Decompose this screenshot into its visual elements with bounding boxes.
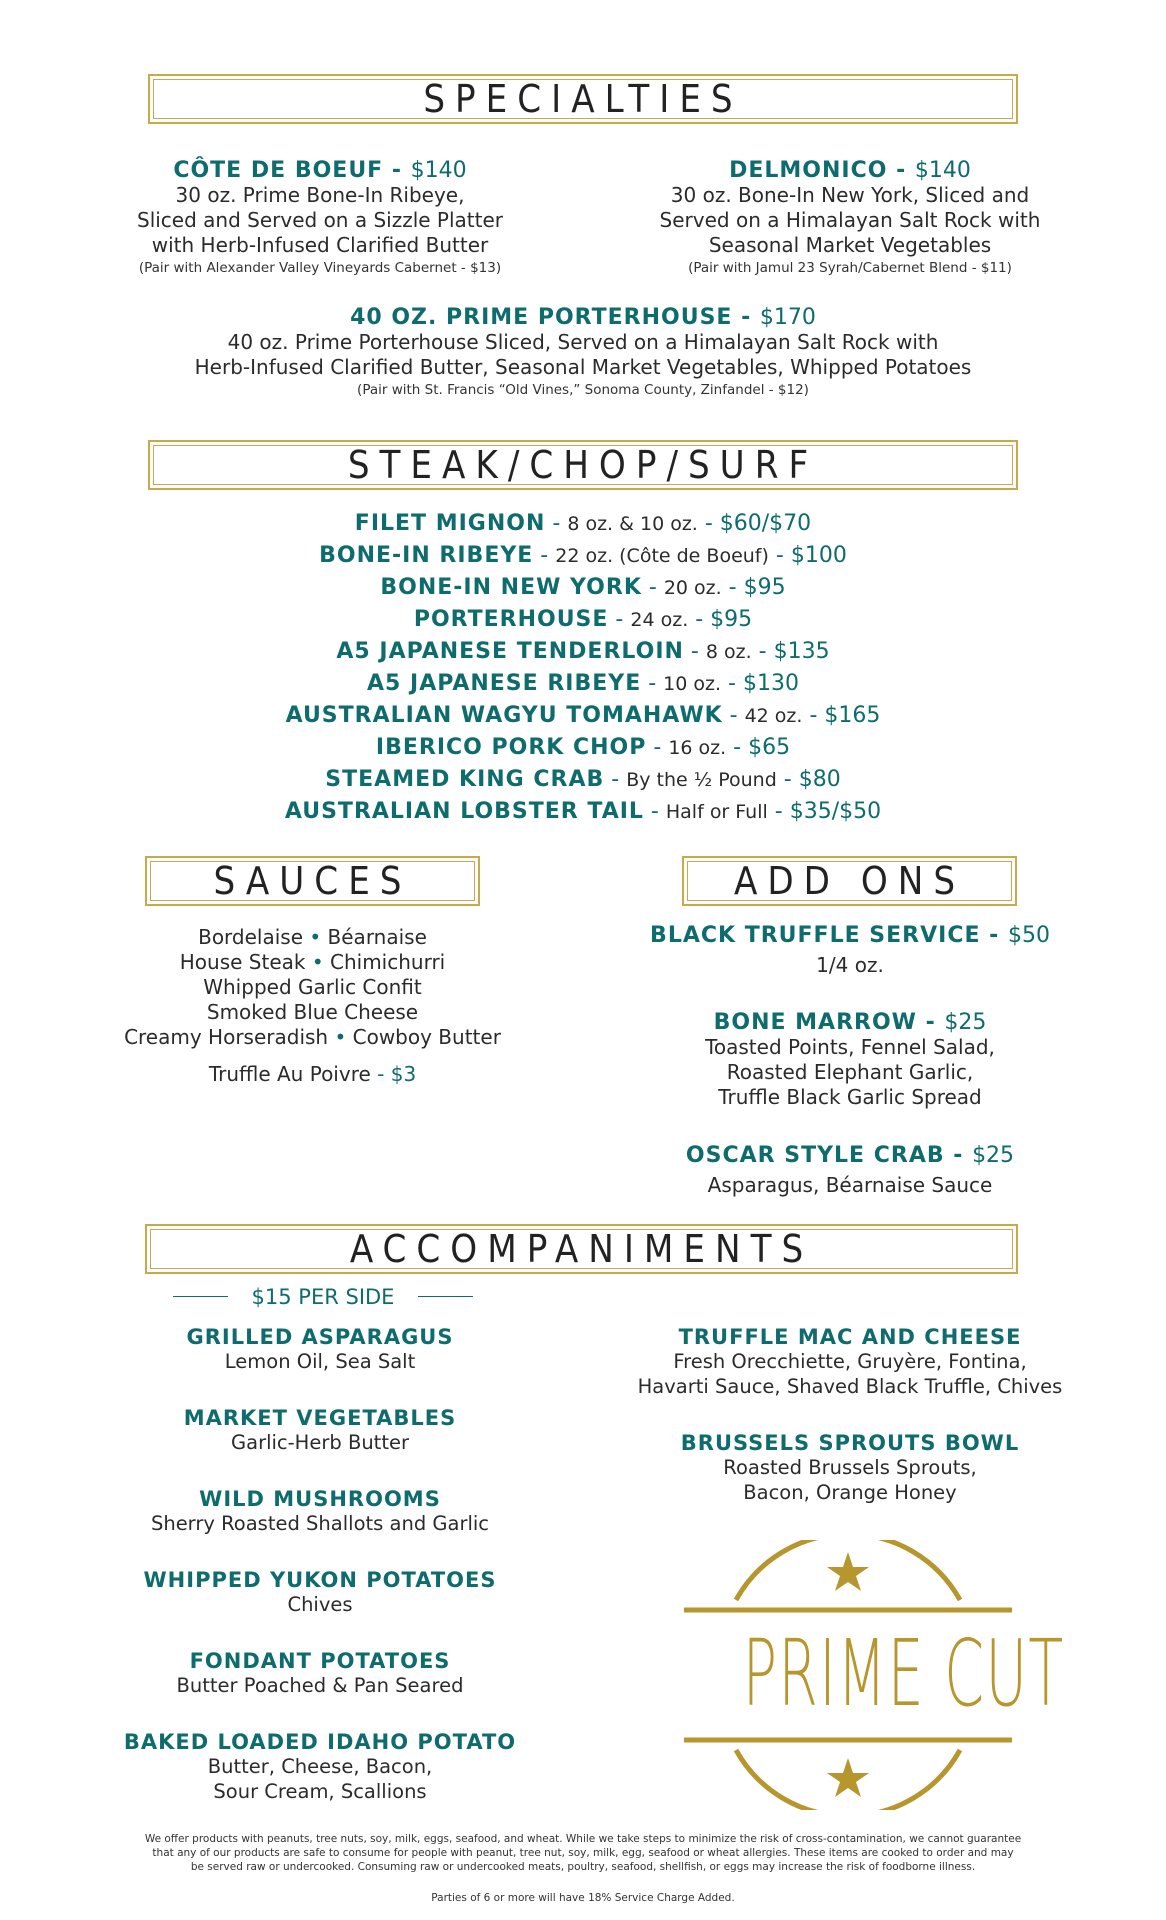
specialty-name: 40 OZ. PRIME PORTERHOUSE: [350, 305, 733, 330]
sauces-header: SAUCES: [213, 859, 412, 903]
specialty-price: $140: [410, 158, 467, 183]
side-market-vegetables: MARKET VEGETABLES Garlic-Herb Butter: [183, 1406, 457, 1454]
specialty-desc: 40 oz. Prime Porterhouse Sliced, Served on a Himalayan Salt Rock with Herb-Infused Clarified Butter, Seasonal Market Vegetables, Whipped Potatoes: [194, 330, 972, 379]
steak-item: IBERICO PORK CHOP - 16 oz. - $65: [375, 735, 791, 760]
specialty-pairing: (Pair with St. Francis “Old Vines,” Sonoma County, Zinfandel - $12): [357, 382, 809, 398]
steak-header: STEAK/CHOP/SURF: [347, 443, 819, 487]
sauce-line: Smoked Blue Cheese: [206, 1000, 419, 1024]
addon-bone-marrow: BONE MARROW - $25 Toasted Points, Fennel Salad, Roasted Elephant Garlic, Truffle Black Garlic Spread: [705, 1010, 995, 1109]
sauce-line: Whipped Garlic Confit: [203, 975, 422, 999]
steak-list: [83, 508, 1083, 828]
steak-item: FILET MIGNON - 8 oz. & 10 oz. - $60/$70: [354, 511, 812, 536]
specialty-name: DELMONICO: [729, 158, 888, 183]
star-icon: [827, 1552, 869, 1591]
sauce-line: Creamy Horseradish • Cowboy Butter: [124, 1025, 501, 1049]
specialty-porterhouse: 40 OZ. PRIME PORTERHOUSE - $170 40 oz. Prime Porterhouse Sliced, Served on a Himalayan Salt Rock with Herb-Infused Clarified Butter, Seasonal Market Vegetables, Whipped Potatoes (Pair with St. Francis “Old Vines,” Sonoma County, Zinfandel - $12): [83, 305, 1083, 398]
addons-header: ADD ONS: [733, 859, 966, 903]
addon-truffle: BLACK TRUFFLE SERVICE - $50 1/4 oz.: [650, 923, 1050, 977]
steak-item: A5 JAPANESE RIBEYE - 10 oz. - $130: [367, 671, 799, 696]
steak-item: STEAMED KING CRAB - By the ½ Pound - $80: [325, 767, 841, 792]
sauces-header-frame: [145, 856, 480, 906]
side-baked-idaho: BAKED LOADED IDAHO POTATO Butter, Cheese, Bacon, Sour Cream, Scallions: [123, 1730, 517, 1803]
addons-header-frame: [682, 856, 1017, 906]
specialty-desc: 30 oz. Bone-In New York, Sliced and Served on a Himalayan Salt Rock with Seasonal Market Vegetables: [659, 183, 1041, 257]
side-fondant-potatoes: FONDANT POTATOES Butter Poached & Pan Seared: [176, 1649, 464, 1697]
specialties-header-frame: [148, 74, 1018, 124]
specialties-header: SPECIALTIES: [423, 77, 743, 121]
sauce-line: House Steak • Chimichurri: [179, 950, 446, 974]
side-brussels-sprouts: BRUSSELS SPROUTS BOWL Roasted Brussels Sprouts, Bacon, Orange Honey: [680, 1431, 1020, 1504]
steak-header-frame: [148, 440, 1018, 490]
steak-item: AUSTRALIAN LOBSTER TAIL - Half or Full - $35/$50: [284, 799, 882, 824]
specialty-price: $140: [914, 158, 971, 183]
steak-item: BONE-IN NEW YORK - 20 oz. - $95: [380, 575, 786, 600]
allergy-disclaimer: We offer products with peanuts, tree nuts, soy, milk, eggs, seafood, and wheat. While we take steps to minimize the risk of cross-contamination, we cannot guarantee that any of our products are safe to consume for people with peanut, tree nut, soy, milk, egg, seafood or wheat allergies. These items are cooked to order and may be served raw or undercooked. Consuming raw or undercooked meats, poultry, seafood, shellfish, or eggs may increase the risk of foodborne illness.: [144, 1833, 1022, 1873]
prime-cut-logo: [678, 1540, 1065, 1810]
specialty-delmonico: DELMONICO - $140 30 oz. Bone-In New York, Sliced and Served on a Himalayan Salt Rock with Seasonal Market Vegetables (Pair with Jamul 23 Syrah/Cabernet Blend - $11): [620, 158, 1080, 276]
steak-item: BONE-IN RIBEYE - 22 oz. (Côte de Boeuf) - $100: [319, 543, 847, 568]
steak-item: AUSTRALIAN WAGYU TOMAHAWK - 42 oz. - $165: [285, 703, 881, 728]
star-icon: [827, 1758, 869, 1797]
specialty-pairing: (Pair with Jamul 23 Syrah/Cabernet Blend - $11): [688, 260, 1012, 276]
sauces-list: [90, 925, 535, 1087]
side-truffle-mac: TRUFFLE MAC AND CHEESE Fresh Orecchiette, Gruyère, Fontina, Havarti Sauce, Shaved Black Truffle, Chives: [637, 1325, 1063, 1398]
sauce-line: Bordelaise • Béarnaise: [198, 925, 427, 949]
side-grilled-asparagus: GRILLED ASPARAGUS Lemon Oil, Sea Salt: [186, 1325, 454, 1373]
specialty-price: $170: [759, 305, 816, 330]
sauce-extra: Truffle Au Poivre - $3: [208, 1062, 417, 1086]
service-charge-note: Parties of 6 or more will have 18% Service Charge Added.: [431, 1892, 735, 1904]
side-wild-mushrooms: WILD MUSHROOMS Sherry Roasted Shallots and Garlic: [150, 1487, 490, 1535]
side-whipped-yukon: WHIPPED YUKON POTATOES Chives: [143, 1568, 497, 1616]
accompaniments-header: ACCOMPANIMENTS: [349, 1227, 814, 1271]
specialty-desc: 30 oz. Prime Bone-In Ribeye, Sliced and Served on a Sizzle Platter with Herb-Infused Clarified Butter: [137, 183, 503, 257]
specialty-pairing: (Pair with Alexander Valley Vineyards Cabernet - $13): [138, 260, 502, 276]
addon-oscar-crab: OSCAR STYLE CRAB - $25 Asparagus, Béarnaise Sauce: [685, 1143, 1015, 1197]
specialty-cote-de-boeuf: CÔTE DE BOEUF - $140 30 oz. Prime Bone-In Ribeye, Sliced and Served on a Sizzle Platter with Herb-Infused Clarified Butter (Pair with Alexander Valley Vineyards Cabernet - $13): [90, 158, 550, 276]
steak-item: PORTERHOUSE - 24 oz. - $95: [413, 607, 753, 632]
accompaniments-header-frame: [145, 1224, 1018, 1274]
specialty-name: CÔTE DE BOEUF: [173, 158, 384, 183]
steak-item: A5 JAPANESE TENDERLOIN - 8 oz. - $135: [336, 639, 830, 664]
logo-text: PRIME CUT: [742, 1620, 1065, 1727]
per-side-label: $15 PER SIDE: [173, 1282, 473, 1312]
